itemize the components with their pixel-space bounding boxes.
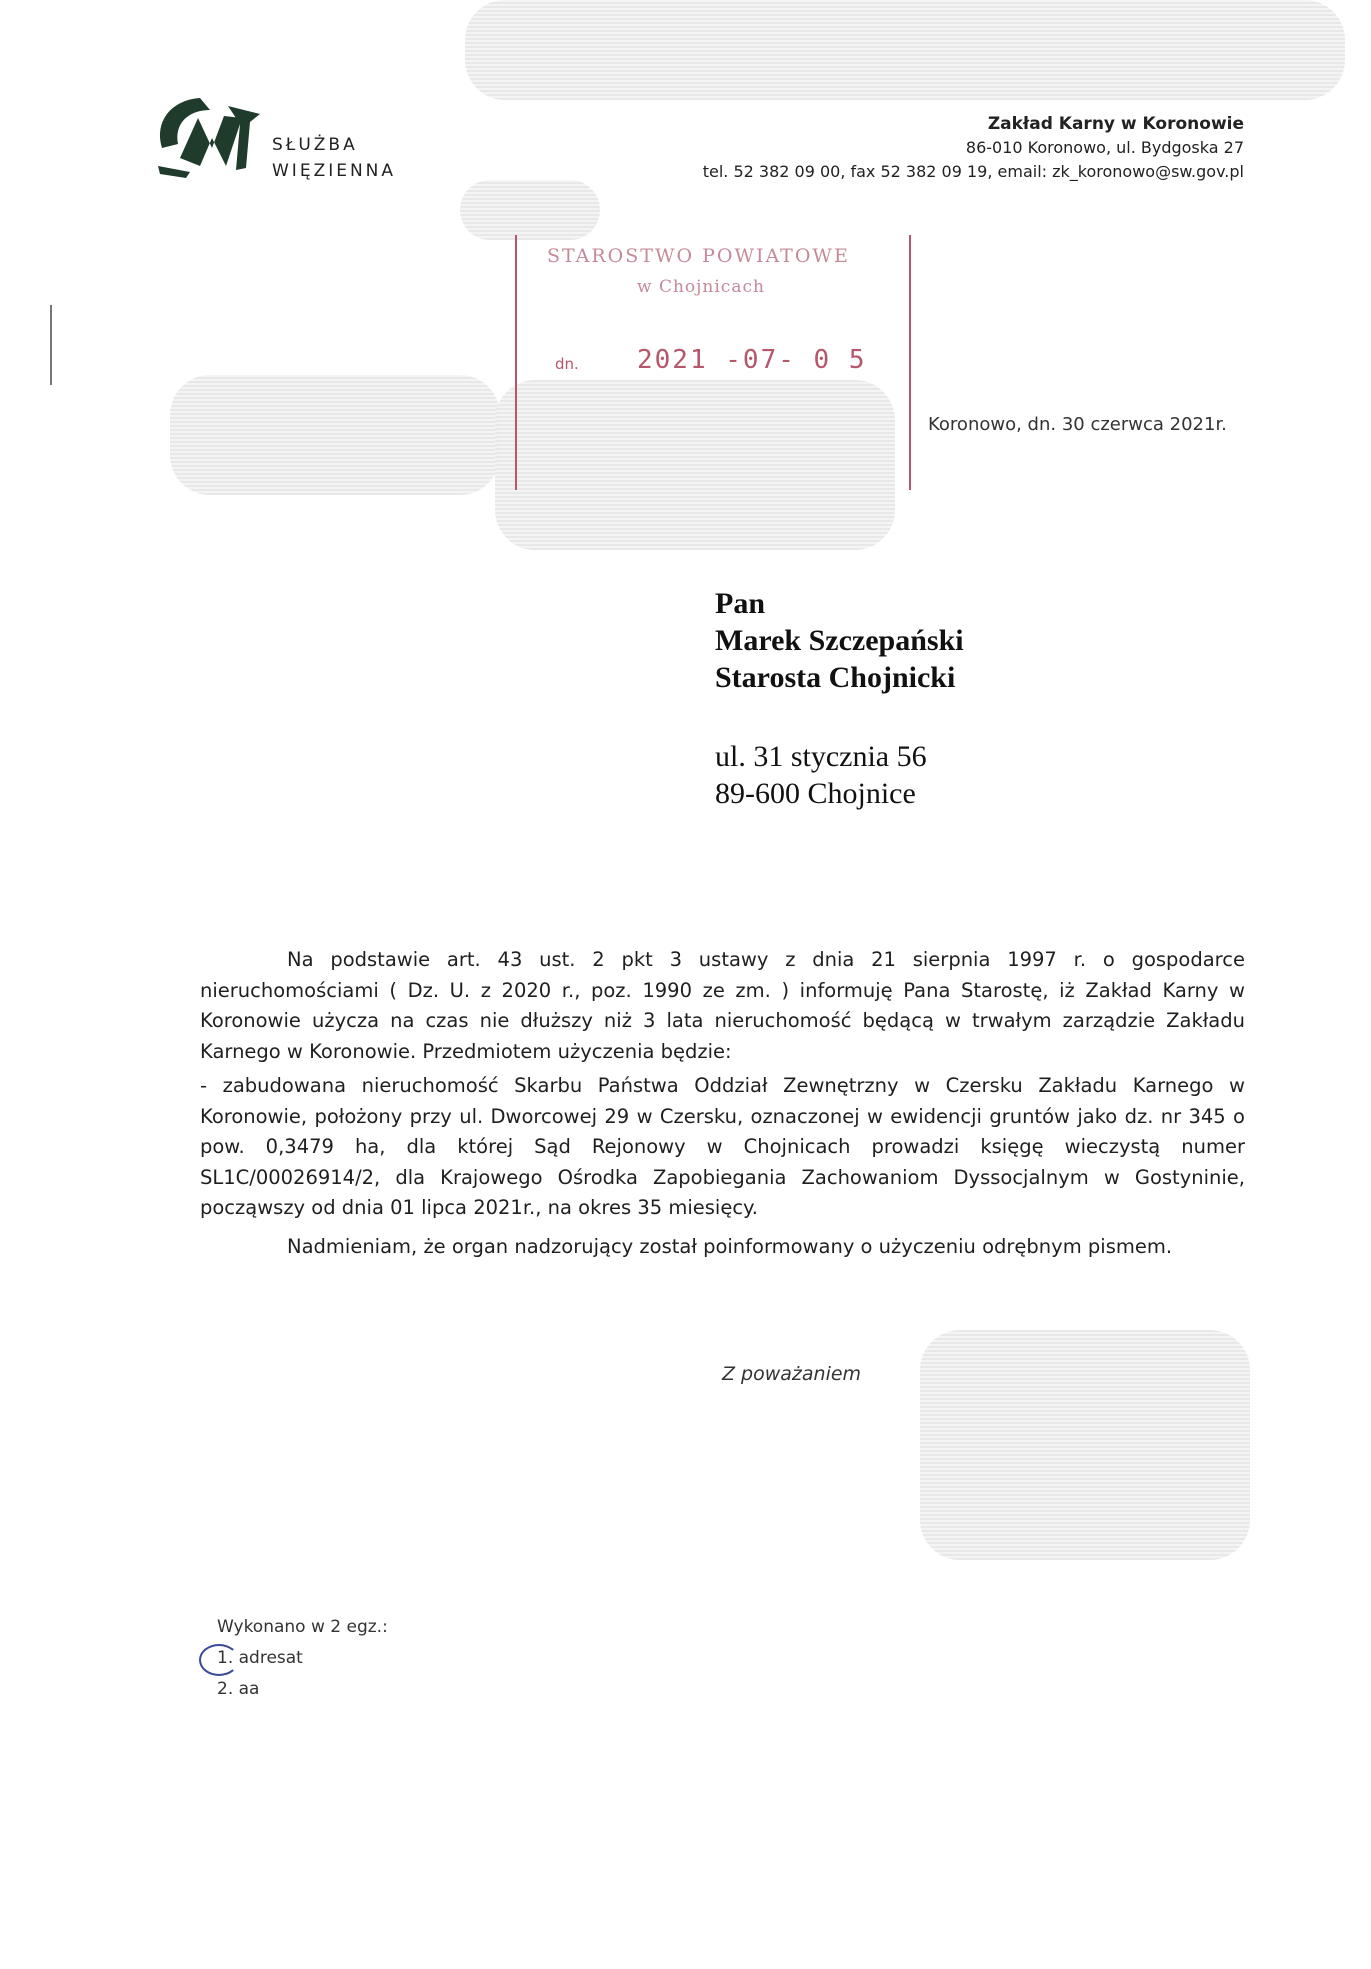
- institution-name: Zakład Karny w Koronowie: [987, 114, 1244, 134]
- stamp-line2: w Chojnicach: [637, 277, 765, 297]
- distribution-item-2: 2. aa: [217, 1679, 260, 1699]
- recipient-city: 89-600 Chojnice: [715, 777, 916, 810]
- sw-emblem-icon: [150, 88, 270, 188]
- stamp-date: 2021 -07- 0 5: [637, 345, 867, 375]
- distribution-list: [217, 1612, 388, 1705]
- handwritten-circle: [199, 1644, 239, 1676]
- place-date: Koronowo, dn. 30 czerwca 2021r.: [928, 414, 1227, 435]
- redaction-top: [465, 0, 1345, 100]
- stamp-line1: STAROSTWO POWIATOWE: [547, 245, 850, 267]
- redaction-left: [170, 375, 500, 495]
- body-paragraph-1: Na podstawie art. 43 ust. 2 pkt 3 ustawy z dnia 21 sierpnia 1997 r. o gospodarce nieruchomościami ( Dz. U. z 2020 r., poz. 1990 ze zm. ) informuję Pana Starostę, iż Zakład Karny w Koronowie użycza na czas nie dłuższy niż 3 lata nieruchomość będącą w trwałym zarządzie Zakładu Karnego w Koronowie. Przedmiotem użyczenia będzie:: [200, 948, 1245, 1063]
- margin-mark: [50, 305, 52, 385]
- logo-line1: SŁUŻBA: [272, 135, 358, 155]
- institution-contact: tel. 52 382 09 00, fax 52 382 09 19, email: zk_koronowo@sw.gov.pl: [702, 162, 1244, 181]
- letterhead: [703, 112, 1244, 184]
- letter-body: [200, 945, 1245, 1262]
- recipient-street: ul. 31 stycznia 56: [715, 740, 927, 773]
- recipient-address: [715, 738, 927, 812]
- recipient-title: Pan: [715, 587, 766, 620]
- logo-line2: WIĘZIENNA: [272, 161, 397, 181]
- distribution-header: Wykonano w 2 egz.:: [217, 1617, 388, 1637]
- recipient-name: Marek Szczepański: [715, 624, 964, 657]
- body-paragraph-2: - zabudowana nieruchomość Skarbu Państwa Oddział Zewnętrzny w Czersku Zakładu Karnego w Koronowie, położony przy ul. Dworcowej 29 w Czersku, oznaczonej w ewidencji gruntów jako dz. nr 345 o pow. 0,3479 ha, dla której Sąd Rejonowy w Chojnicach prowadzi księgę wieczystą numer SL1C/00026914/2, dla Krajowego Ośrodka Zapobiegania Zachowaniom Dyssocjalnym w Gostyninie, począwszy od dnia 01 lipca 2021r., na okres 35 miesięcy.: [200, 1074, 1245, 1219]
- institution-address: 86-010 Koronowo, ul. Bydgoska 27: [965, 138, 1244, 157]
- redaction-center: [460, 180, 600, 240]
- received-stamp: [515, 235, 911, 490]
- body-paragraph-3: Nadmieniam, że organ nadzorujący został poinformowany o użyczeniu odrębnym pismem.: [287, 1234, 1173, 1258]
- recipient-position: Starosta Chojnicki: [715, 661, 956, 694]
- stamp-dn-label: dn.: [555, 355, 579, 373]
- recipient-block: [715, 585, 964, 696]
- distribution-item-1: 1. adresat: [217, 1648, 303, 1668]
- redaction-signature: [920, 1330, 1250, 1560]
- logo-text: [272, 132, 396, 184]
- closing-salutation: Z poważaniem: [722, 1363, 862, 1385]
- logo: [150, 88, 430, 198]
